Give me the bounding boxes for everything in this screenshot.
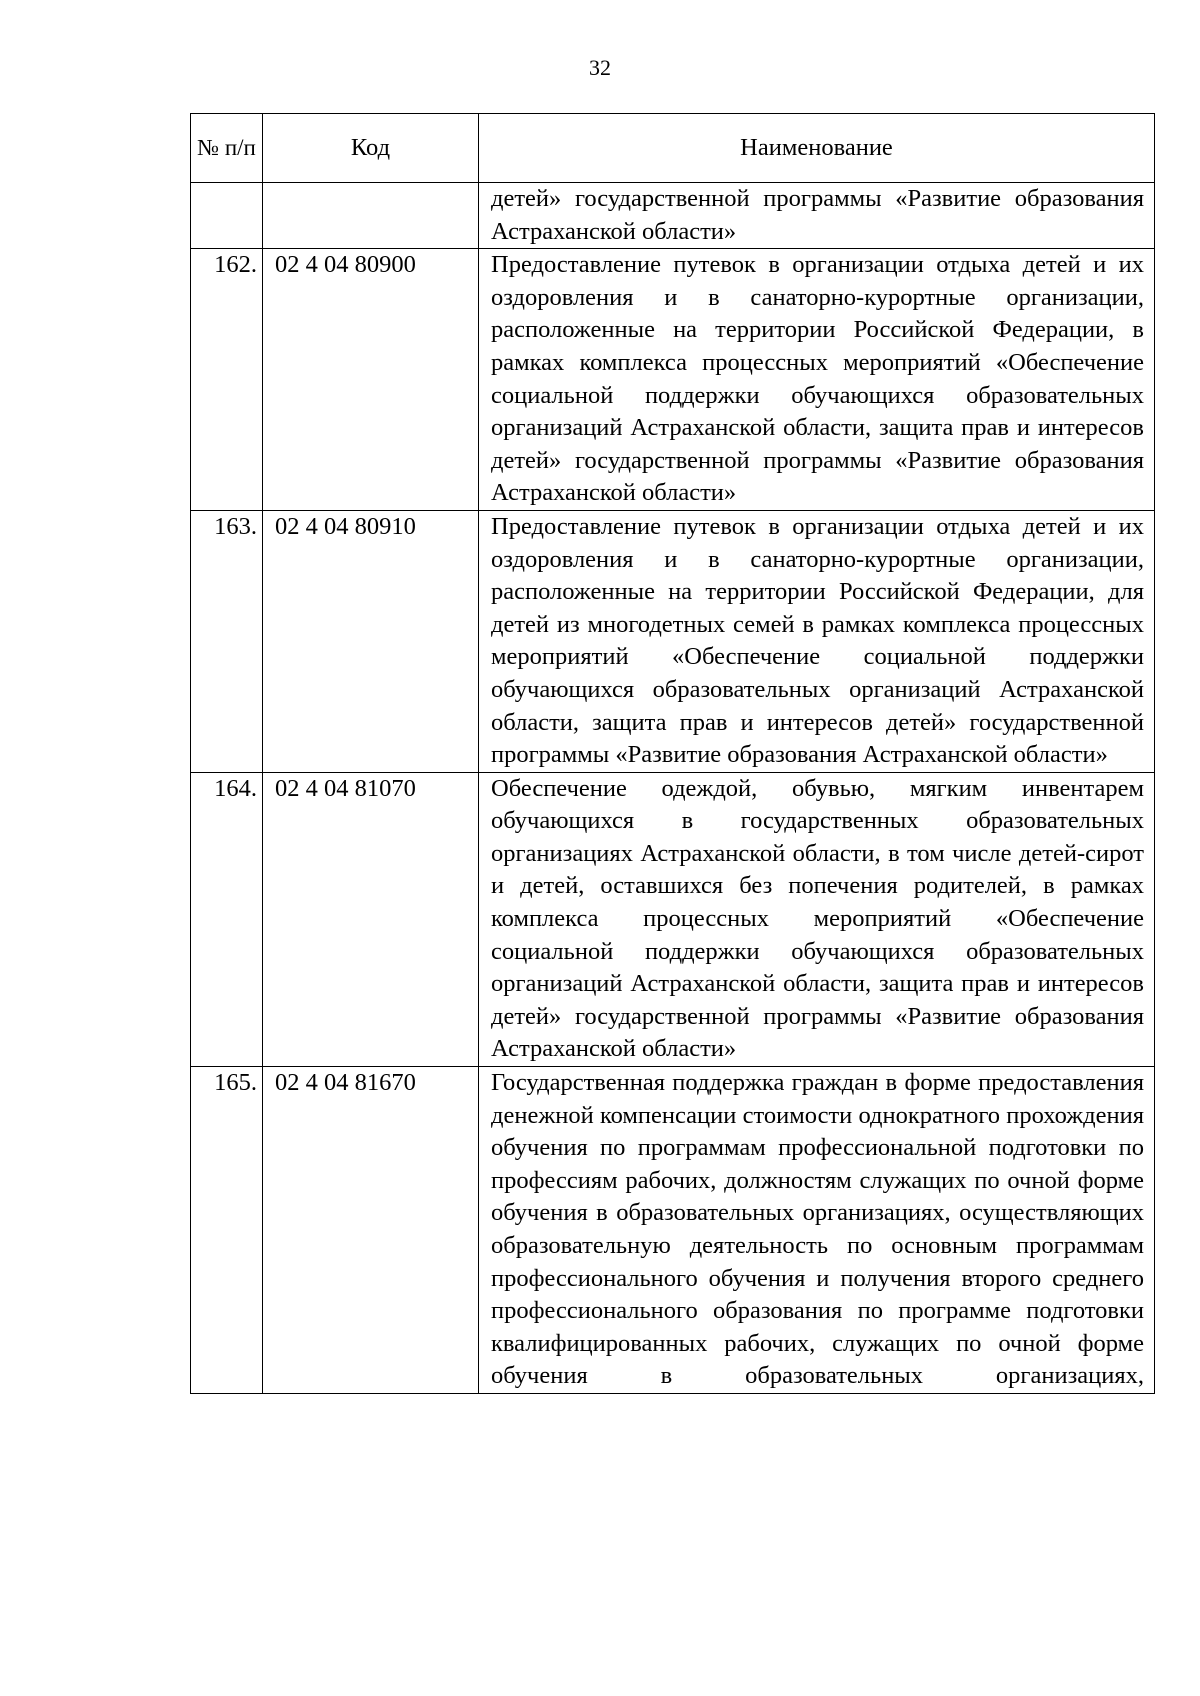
table-row bbox=[191, 183, 1155, 249]
row-code bbox=[263, 183, 479, 249]
row-name: Государственная поддержка граждан в форме предоставления денежной компенсации стоимости однократного прохождения обучения по программам профессиональной подготовки по профессиям рабочих, должностям служащих по очной форме обучения в образовательных организациях, осуществляющих образовательную деятельность по основным программам профессионального обучения и получения второго среднего профессионального образования по программе подготовки квалифицированных рабочих, служащих по очной форме обучения в образовательных организациях, bbox=[479, 1067, 1155, 1394]
page-number: 32 bbox=[589, 55, 611, 80]
header-number: № п/п bbox=[191, 114, 263, 183]
row-name: Обеспечение одеждой, обувью, мягким инвентарем обучающихся в государственных образовательных организациях Астраханской области, в том числе детей-сирот и детей, оставшихся без попечения родителей, в рамках комплекса процессных мероприятий «Обеспечение социальной поддержки обучающихся образовательных организаций Астраханской области, защита прав и интересов детей» государственной программы «Развитие образования Астраханской области» bbox=[479, 772, 1155, 1066]
row-number: 164. bbox=[191, 772, 263, 1066]
table-row bbox=[191, 772, 1155, 1066]
row-code: 02 4 04 81070 bbox=[263, 772, 479, 1066]
row-name: Предоставление путевок в организации отдыха детей и их оздоровления и в санаторно-курортные организации, расположенные на территории Российской Федерации, для детей из многодетных семей в рамках комплекса процессных мероприятий «Обеспечение социальной поддержки обучающихся образовательных организаций Астраханской области, защита прав и интересов детей» государственной программы «Развитие образования Астраханской области» bbox=[479, 510, 1155, 772]
table-row bbox=[191, 510, 1155, 772]
row-code: 02 4 04 81670 bbox=[263, 1067, 479, 1394]
row-code: 02 4 04 80900 bbox=[263, 249, 479, 511]
header-code: Код bbox=[263, 114, 479, 183]
document-table bbox=[190, 113, 1155, 1394]
row-code: 02 4 04 80910 bbox=[263, 510, 479, 772]
row-number: 165. bbox=[191, 1067, 263, 1394]
table-header-row bbox=[191, 114, 1155, 183]
row-number: 163. bbox=[191, 510, 263, 772]
row-number bbox=[191, 183, 263, 249]
table-row bbox=[191, 249, 1155, 511]
header-name: Наименование bbox=[479, 114, 1155, 183]
row-name: детей» государственной программы «Развитие образования Астраханской области» bbox=[479, 183, 1155, 249]
table-row bbox=[191, 1067, 1155, 1394]
row-number: 162. bbox=[191, 249, 263, 511]
row-name: Предоставление путевок в организации отдыха детей и их оздоровления и в санаторно-курортные организации, расположенные на территории Российской Федерации, в рамках комплекса процессных мероприятий «Обеспечение социальной поддержки обучающихся образовательных организаций Астраханской области, защита прав и интересов детей» государственной программы «Развитие образования Астраханской области» bbox=[479, 249, 1155, 511]
